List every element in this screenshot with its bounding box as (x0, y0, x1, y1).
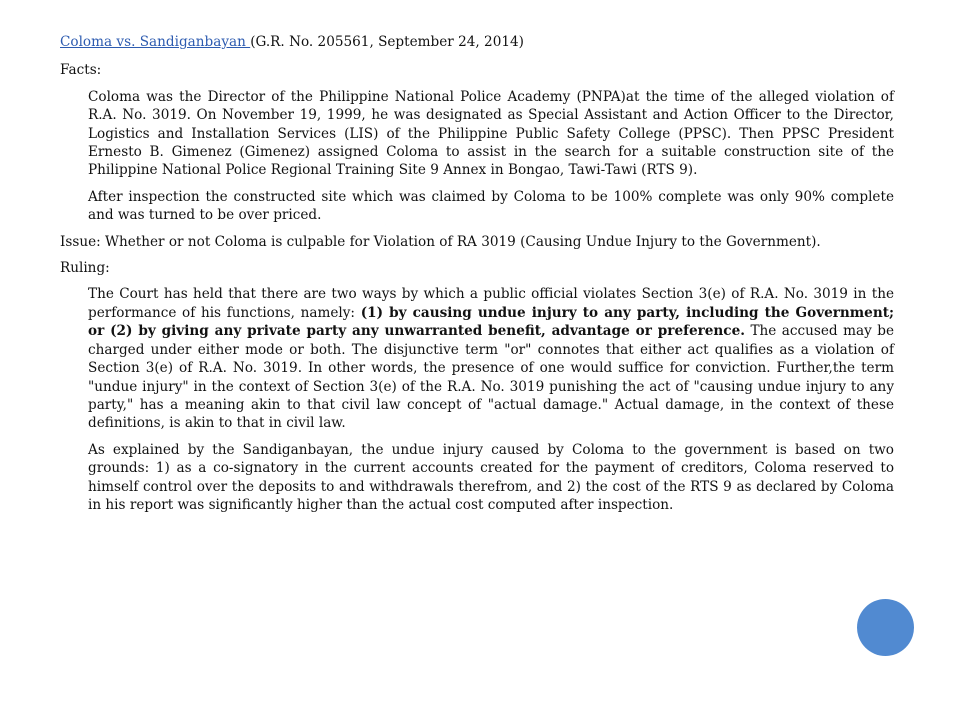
case-citation: (G.R. No. 205561, September 24, 2014) (250, 34, 524, 50)
decorative-frame (919, 0, 960, 720)
facts-label: Facts: (60, 62, 102, 79)
issue-paragraph: Issue: Whether or not Coloma is culpable for Violation of RA 3019 (Causing Undue Injury to the Government). (60, 233, 821, 250)
ruling-paragraph-1 (60, 285, 894, 432)
ruling-p1-end: The accused may be charged under either mode or both. The disjunctive term "or" connotes that either act qualifies as a violation of Section 3(e) of R.A. No. 3019. In other words, the presence of one would suffice for conviction. Further,the term "undue injury" in the context of Section 3(e) of the R.A. No. 3019 punishing the act of "causing undue injury to any party," has a meaning akin to that civil law concept of "actual damage." Actual damage, in the context of these definitions, is akin to that in civil law. (88, 323, 894, 432)
case-title-link[interactable]: Coloma vs. Sandiganbayan (60, 34, 251, 50)
ruling-paragraph-2: As explained by the Sandiganbayan, the undue injury caused by Coloma to the government is based on two grounds: 1) as a co-signatory in the current accounts created for the payment of creditors, Coloma reserved to himself control over the deposits to and withdrawals therefrom, and 2) the cost of the RTS 9 as declared by Coloma in his report was significantly higher than the actual cost computed after inspection. (88, 441, 894, 513)
slide-body (60, 33, 894, 522)
facts-paragraph-1: Coloma was the Director of the Philippine National Police Academy (PNPA)at the time of the alleged violation of R.A. No. 3019. On November 19, 1999, he was designated as Special Assistant and Action Officer to the Director, Logistics and Installation Services (LIS) of the Philippine Public Safety College (PPSC). Then PPSC President Ernesto B. Gimenez (Gimenez) assigned Coloma to assist in the search for a suitable construction site of the Philippine National Police Regional Training Site 9 Annex in Bongao, Tawi-Tawi (RTS 9). (88, 88, 894, 179)
ruling-label: Ruling: (60, 260, 110, 277)
facts-paragraph-2: After inspection the constructed site which was claimed by Coloma to be 100% complete was only 90% complete and was turned to be over priced. (88, 188, 894, 224)
case-heading (60, 33, 894, 51)
ruling-p1-bold: (1) by causing undue injury to any party, including the Government; or (2) by giving any private party any unwarranted benefit, advantage or preference. (88, 304, 894, 340)
decorative-circle (857, 599, 914, 656)
ruling-p1-start: The Court has held that there are two ways by which a public official violates Section 3(e) of R.A. No. 3019 in the performance of his functions, namely: (88, 286, 894, 321)
